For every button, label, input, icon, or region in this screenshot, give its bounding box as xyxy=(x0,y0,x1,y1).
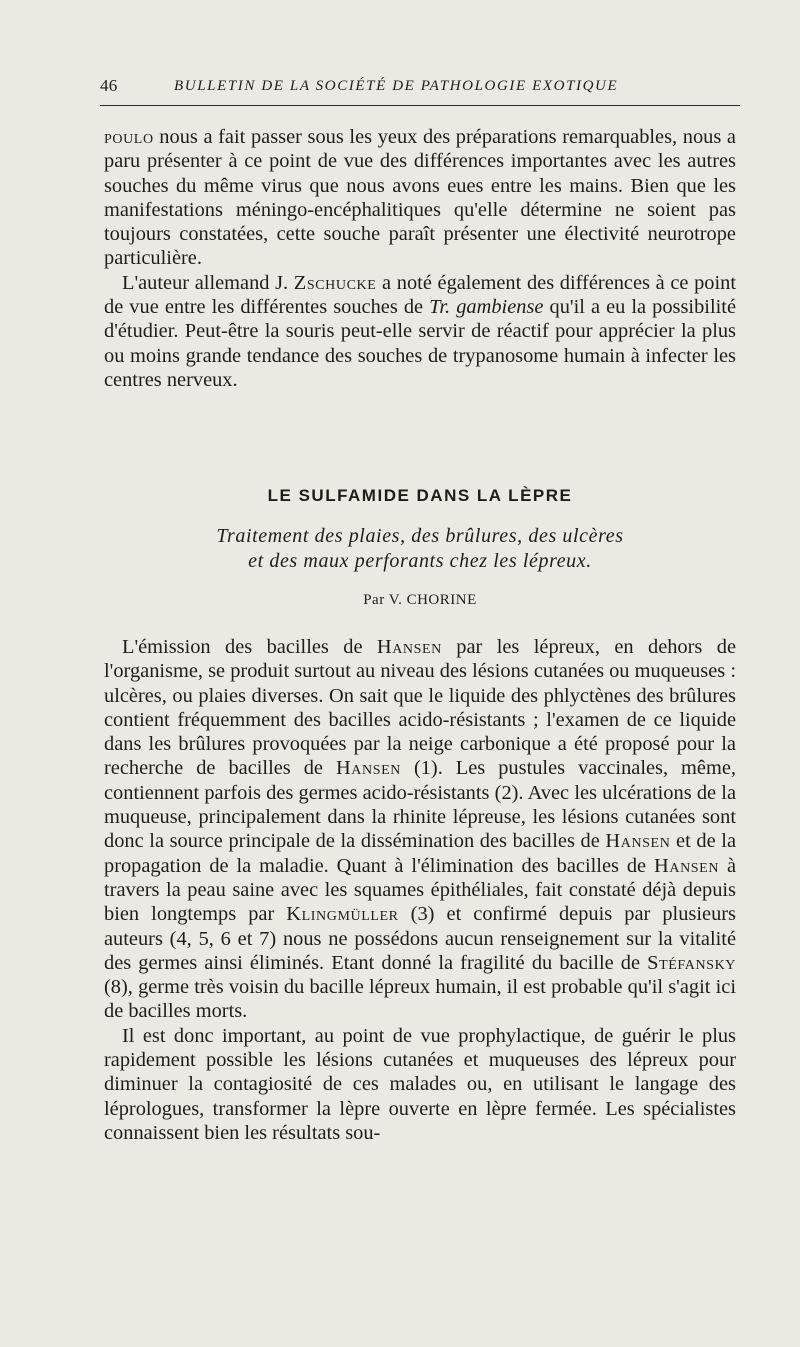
continuation-paragraph-1 xyxy=(104,125,736,271)
continuation-text-1: nous a fait passer sous les yeux des préparations remarquables, nous a paru présenter à ce point de vue des différences importantes avec les autres souches du même virus que nous avons eues entre les mains. Bien que les manifestations méningo-encéphalitiques qu'elle détermine ne soient pas toujours constatées, cette souche paraît présenter une électivité neurotrope particulière. xyxy=(104,126,736,270)
name-zschucke: Zschucke xyxy=(293,271,377,294)
name-hansen: Hansen xyxy=(654,854,720,877)
name-poulo: poulo xyxy=(104,126,154,148)
running-head: BULLETIN DE LA SOCIÉTÉ DE PATHOLOGIE EXOTIQUE xyxy=(174,78,619,94)
subtitle-line-2: et des maux perforants chez les lépreux. xyxy=(248,550,592,572)
continuation-text-2c: qu'il a eu la possibilité d'étudier. Peut-être la souris peut-elle servir de réactif pour apprécier la plus ou moins grande tendance des souches de trypanosome humain à infecter les centres nerveux. xyxy=(104,296,737,391)
page-number: 46 xyxy=(100,76,118,95)
body-text: L'émission des bacilles de xyxy=(122,636,377,658)
name-hansen: Hansen xyxy=(605,830,671,853)
article-author: Par V. CHORINE xyxy=(363,592,477,608)
previous-article-continuation xyxy=(104,125,736,392)
body-text: et de la propagation de la maladie. Quant à l'élimination des bacilles de xyxy=(104,830,736,877)
name-klingmuller: Klingmüller xyxy=(286,903,399,926)
body-paragraph-2: Il est donc important, au point de vue prophylactique, de guérir le plus rapidement possible les lésions cutanées et muqueuses des lépreux pour diminuer la contagiosité de ces malades ou, en utilisant le langage des léprologues, transformer la lèpre ouverte en lèpre fermée. Les spécialistes connaissent bien les résultats sou- xyxy=(104,1024,736,1144)
species-name: Tr. gambiense xyxy=(429,296,544,319)
body-text: à travers la peau saine avec les squames épithéliales, fait constaté déjà depuis bien longtemps par xyxy=(104,854,737,926)
continuation-paragraph-2 xyxy=(104,271,736,392)
name-hansen: Hansen xyxy=(335,757,401,780)
name-stefansky: Stéfansky xyxy=(647,951,736,974)
body-text: (8), germe très voisin du bacille lépreux humain, il est probable qu'il s'agit ici de bacilles morts. xyxy=(104,976,736,1023)
body-text: par les lépreux, en dehors de l'organisme, se produit surtout au niveau des lésions cutanées ou muqueuses : ulcères, ou plaies diverses. On sait que le liquide des phlyctènes des brûlures contient fréquemment des bacilles acido-résistants ; l'examen de ce liquide dans les brûlures provoquées par la neige carbonique a été proposé pour la recherche de bacilles de xyxy=(104,636,736,780)
continuation-text-2b: a noté également des différences à ce point de vue entre les différentes souches de xyxy=(104,271,736,319)
name-hansen: Hansen xyxy=(376,636,442,658)
article-body xyxy=(104,635,736,1145)
body-text: (1). Les pustules vaccinales, même, contiennent parfois des germes acido-résistants (2). Avec les ulcérations de la muqueuse, principalement dans la rhinite lépreuse, les lésions cutanées sont donc la source principale de la dissémination des bacilles de xyxy=(104,757,736,853)
body-text: (3) et confirmé depuis par plusieurs auteurs (4, 5, 6 et 7) nous ne possédons aucun renseignement sur la vitalité des germes ainsi éliminés. Etant donné la fragilité du bacille de xyxy=(104,903,736,974)
continuation-text-2a: L'auteur allemand J. xyxy=(122,271,294,294)
page-header xyxy=(100,76,740,102)
subtitle-line-1: Traitement des plaies, des brûlures, des ulcères xyxy=(216,525,624,547)
article-subtitle xyxy=(104,524,736,574)
body-paragraph-1 xyxy=(104,635,736,1024)
header-rule xyxy=(100,105,740,106)
article-title: LE SULFAMIDE DANS LA LÈPRE xyxy=(267,486,573,505)
